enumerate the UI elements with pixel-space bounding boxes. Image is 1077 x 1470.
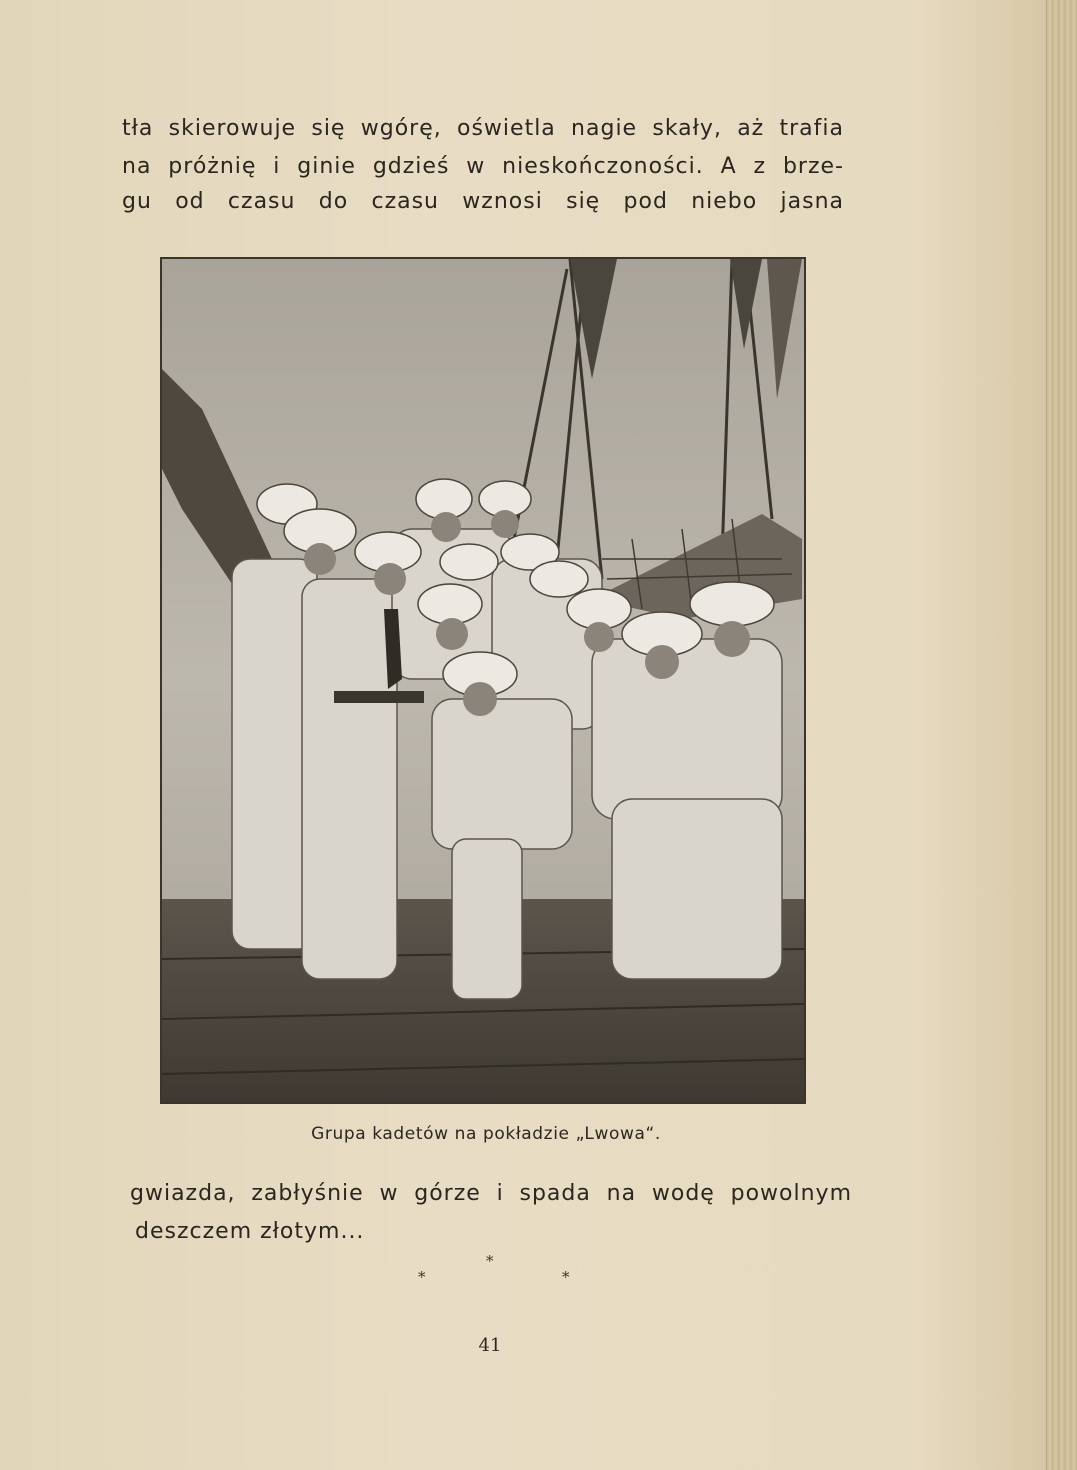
body-text-line: tła skierowuje się wgórę, oświetla nagie skały, aż trafia <box>122 116 844 141</box>
body-text-line: gwiazda, zabłyśnie w górze i spada na wodę powolnym <box>130 1181 852 1206</box>
photograph-cadets-on-deck <box>160 257 806 1104</box>
separator-star: * <box>418 1268 426 1286</box>
figure-caption: Grupa kadetów na pokładzie „Lwowa“. <box>311 1124 661 1144</box>
section-separator <box>410 1252 580 1292</box>
body-text-line: deszczem złotym... <box>135 1219 365 1244</box>
body-text-line: gu od czasu do czasu wznosi się pod niebo jasna <box>122 189 844 214</box>
separator-star: * <box>486 1252 494 1270</box>
page-number: 41 <box>478 1335 502 1356</box>
separator-star: * <box>562 1268 570 1286</box>
body-text-line: na próżnię i ginie gdzieś w nieskończoności. A z brze- <box>122 154 844 179</box>
page-edge <box>1046 0 1077 1470</box>
